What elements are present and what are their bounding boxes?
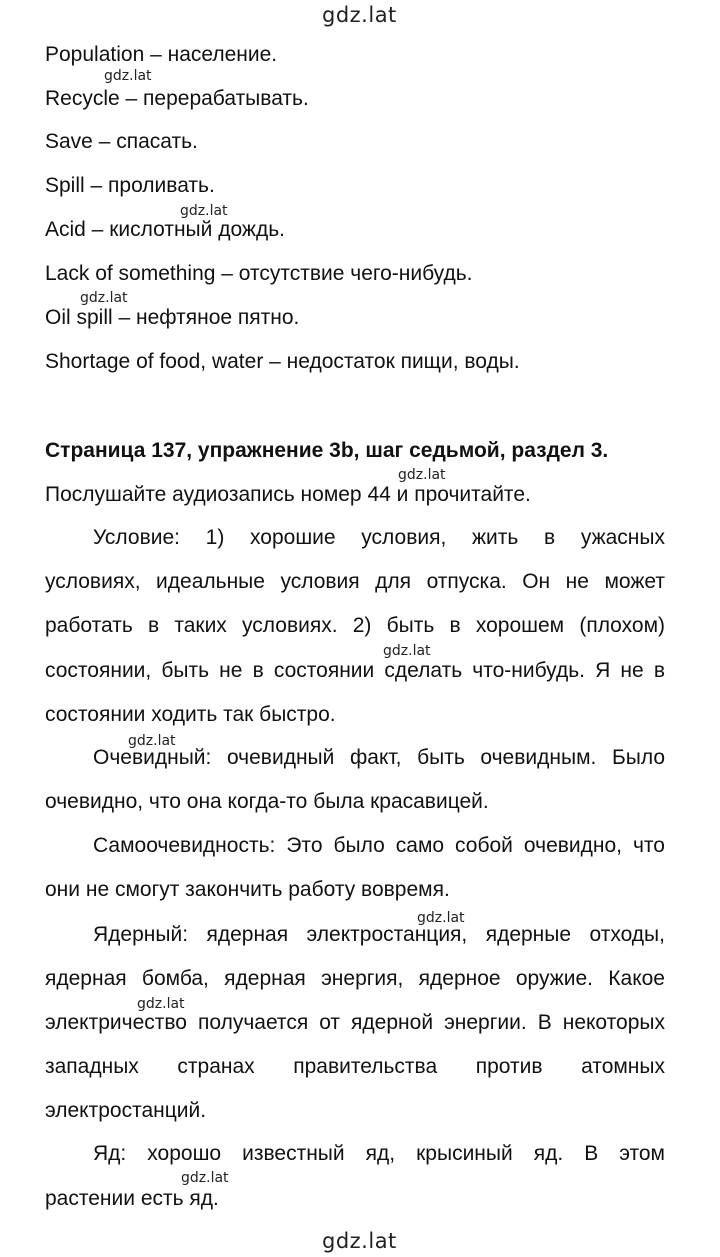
vocabulary-item: Save – спасать. (45, 130, 198, 153)
paragraph-line: Ядерный: ядерная электростанция, ядерные отходы, (93, 923, 665, 946)
watermark: gdz.lat (180, 203, 228, 219)
watermark: gdz.lat (104, 68, 152, 84)
paragraph-line: электричество получается от ядерной энергии. В некоторых (45, 1011, 665, 1034)
vocabulary-item: Acid – кислотный дождь. (45, 218, 285, 241)
paragraph-line: электростанций. (45, 1099, 207, 1122)
vocabulary-item: Spill – проливать. (45, 174, 215, 197)
watermark: gdz.lat (80, 290, 128, 306)
vocabulary-item: Population – население. (45, 43, 278, 66)
paragraph-line: западных странах правительства против атомных (45, 1055, 665, 1078)
section-instruction: Послушайте аудиозапись номер 44 и прочитайте. (45, 483, 531, 506)
paragraph-line: они не смогут закончить работу вовремя. (45, 878, 450, 901)
paragraph-line: работать в таких условиях. 2) быть в хорошем (плохом) (45, 614, 665, 637)
paragraph-line: Самоочевидность: Это было само собой очевидно, что (93, 834, 665, 857)
watermark-bottom: gdz.lat (322, 1229, 397, 1253)
paragraph-line: Яд: хорошо известный яд, крысиный яд. В этом (93, 1142, 665, 1165)
paragraph-line: условиях, идеальные условия для отпуска. Он не может (45, 570, 665, 593)
watermark-top: gdz.lat (322, 3, 397, 27)
vocabulary-item: Recycle – перерабатывать. (45, 87, 309, 110)
paragraph-line: состоянии ходить так быстро. (45, 703, 336, 726)
vocabulary-item: Oil spill – нефтяное пятно. (45, 306, 300, 329)
watermark: gdz.lat (417, 910, 465, 926)
watermark: gdz.lat (128, 733, 176, 749)
paragraph-line: состоянии, быть не в состоянии сделать что-нибудь. Я не в (45, 659, 665, 682)
vocabulary-item: Lack of something – отсутствие чего-нибудь. (45, 262, 473, 285)
paragraph-line: очевидно, что она когда-то была красавицей. (45, 790, 489, 813)
watermark: gdz.lat (181, 1170, 229, 1186)
vocabulary-item: Shortage of food, water – недостаток пищи, воды. (45, 350, 520, 373)
section-heading: Страница 137, упражнение 3b, шаг седьмой, раздел 3. (45, 439, 609, 462)
watermark: gdz.lat (398, 467, 446, 483)
watermark: gdz.lat (383, 643, 431, 659)
paragraph-line: ядерная бомба, ядерная энергия, ядерное оружие. Какое (45, 967, 665, 990)
paragraph-line: Условие: 1) хорошие условия, жить в ужасных (93, 526, 665, 549)
paragraph-line: Очевидный: очевидный факт, быть очевидным. Было (93, 746, 665, 769)
watermark: gdz.lat (137, 996, 185, 1012)
paragraph-line: растении есть яд. (45, 1187, 219, 1210)
